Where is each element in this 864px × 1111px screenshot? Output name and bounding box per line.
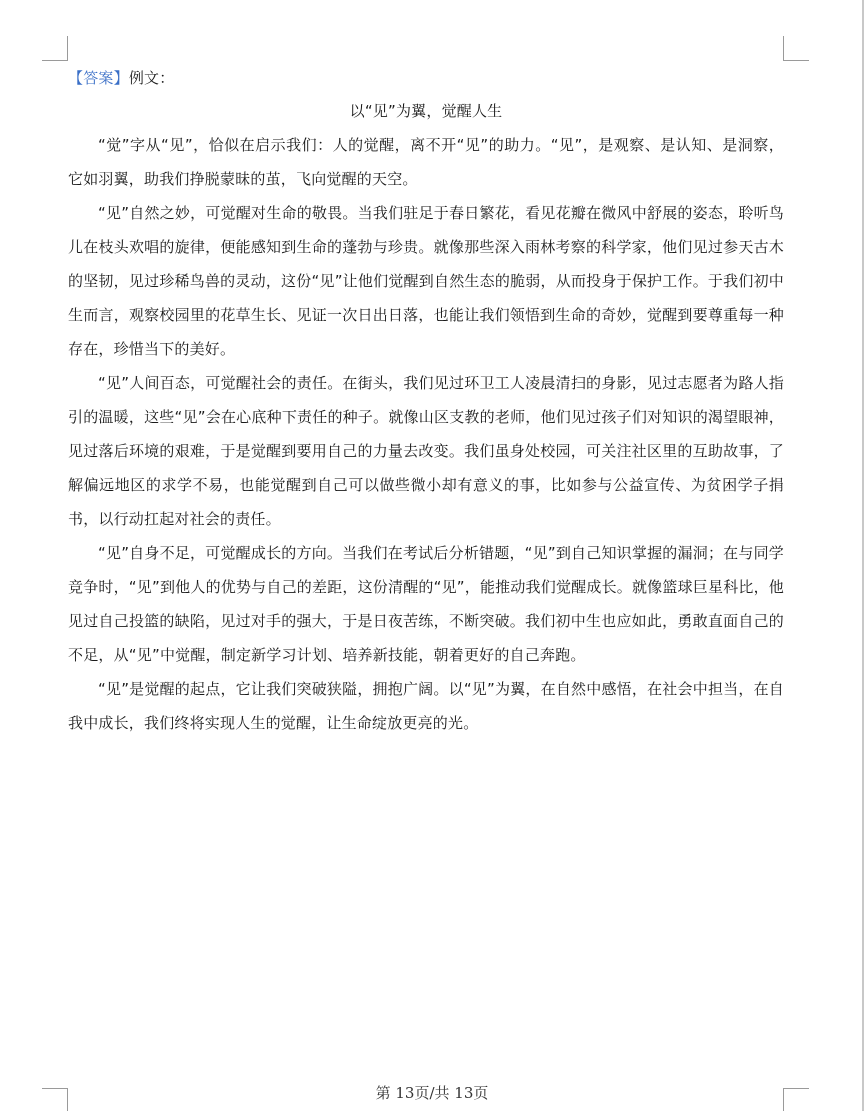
answer-tag: 【答案】 [68, 69, 129, 87]
document-body [68, 64, 784, 740]
essay-title: 以“见”为翼，觉醒人生 [349, 102, 503, 120]
page-footer: 第 13页/共 13页 [375, 1084, 489, 1102]
paragraph-3: “见”人间百态，可觉醒社会的责任。在街头，我们见过环卫工人凌晨清扫的身影，见过志愿者为路人指引的温暖，这些“见”会在心底种下责任的种子。就像山区支教的老师，他们见过孩子们对知识的渴望眼神，见过落后环境的艰难，于是觉醒到要用自己的力量去改变。我们虽身处校园，可关注社区里的互助故事，了解偏远地区的求学不易，也能觉醒到自己可以做些微小却有意义的事，比如参与公益宣传、为贫困学子捐书，以行动扛起对社会的责任。 [68, 374, 784, 528]
paragraph-2: “见”自然之妙，可觉醒对生命的敬畏。当我们驻足于春日繁花，看见花瓣在微风中舒展的姿态，聆听鸟儿在枝头欢唱的旋律，便能感知到生命的蓬勃与珍贵。就像那些深入雨林考察的科学家，他们见过参天古木的坚韧，见过珍稀鸟兽的灵动，这份“见”让他们觉醒到自然生态的脆弱，从而投身于保护工作。于我们初中生而言，观察校园里的花草生长、见证一次日出日落，也能让我们领悟到生命的奇妙，觉醒到要尊重每一种存在，珍惜当下的美好。 [68, 204, 784, 358]
answer-heading [68, 64, 784, 92]
paragraph-4: “见”自身不足，可觉醒成长的方向。当我们在考试后分析错题，“见”到自己知识掌握的漏洞；在与同学竞争时，“见”到他人的优势与自己的差距，这份清醒的“见”，能推动我们觉醒成长。就像篮球巨星科比，他见过自己投篮的缺陷，见过对手的强大，于是日夜苦练，不断突破。我们初中生也应如此，勇敢直面自己的不足，从“见”中觉醒，制定新学习计划、培养新技能，朝着更好的自己奔跑。 [68, 544, 784, 664]
answer-label: 例文： [128, 69, 175, 87]
paragraph-5: “见”是觉醒的起点，它让我们突破狭隘，拥抱广阔。以“见”为翼，在自然中感悟，在社会中担当，在自我中成长，我们终将实现人生的觉醒，让生命绽放更亮的光。 [68, 680, 784, 732]
paragraph-1: “觉”字从“见”，恰似在启示我们：人的觉醒，离不开“见”的助力。“见”，是观察、是认知、是洞察，它如羽翼，助我们挣脱蒙昧的茧，飞向觉醒的天空。 [68, 136, 784, 188]
